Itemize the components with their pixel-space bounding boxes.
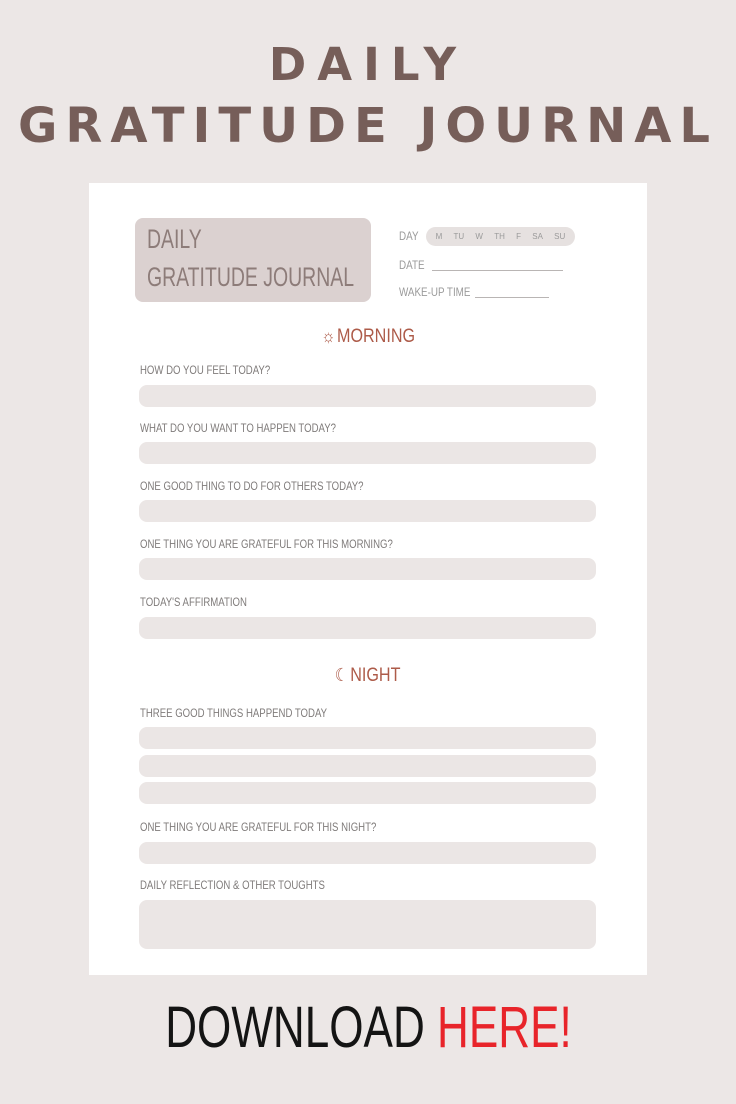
date-line[interactable] — [432, 270, 563, 271]
answer-field-want-to-happen[interactable] — [139, 442, 596, 464]
day-th[interactable]: TH — [494, 232, 505, 241]
sun-icon: ☼ — [321, 326, 336, 346]
moon-icon: ☾ — [335, 665, 349, 685]
morning-title — [89, 326, 647, 348]
journal-title-box — [135, 218, 371, 302]
journal-page — [89, 183, 647, 975]
answer-field-affirmation[interactable] — [139, 617, 596, 639]
night-title-text: NIGHT — [350, 665, 401, 686]
question-good-for-others: ONE GOOD THING TO DO FOR OTHERS TODAY? — [140, 479, 364, 493]
here-text[interactable]: HERE! — [436, 995, 572, 1060]
answer-field-good-thing-1[interactable] — [139, 727, 596, 749]
answer-field-good-thing-2[interactable] — [139, 755, 596, 777]
day-su[interactable]: SU — [554, 232, 566, 241]
question-three-good-things: THREE GOOD THINGS HAPPEND TODAY — [140, 706, 328, 720]
question-grateful-night: ONE THING YOU ARE GRATEFUL FOR THIS NIGHT? — [140, 820, 377, 834]
download-text[interactable]: DOWNLOAD — [164, 995, 437, 1060]
answer-field-good-for-others[interactable] — [139, 500, 596, 522]
question-feel-today: HOW DO YOU FEEL TODAY? — [140, 363, 271, 377]
question-affirmation: TODAY'S AFFIRMATION — [140, 595, 247, 609]
date-label: DATE — [399, 258, 425, 272]
day-label: DAY — [399, 229, 419, 243]
journal-title-line-1: DAILY — [147, 224, 202, 254]
day-sa[interactable]: SA — [532, 232, 543, 241]
answer-field-good-thing-3[interactable] — [139, 782, 596, 804]
journal-title-line-2: GRATITUDE JOURNAL — [147, 262, 355, 292]
wake-up-line[interactable] — [475, 297, 549, 298]
answer-field-grateful-night[interactable] — [139, 842, 596, 864]
question-daily-reflection: DAILY REFLECTION & OTHER TOUGHTS — [140, 878, 325, 892]
headline-line-2: GRATITUDE JOURNAL — [18, 98, 718, 154]
day-w[interactable]: W — [475, 232, 483, 241]
answer-field-feel-today[interactable] — [139, 385, 596, 407]
morning-title-text: MORNING — [336, 326, 415, 347]
answer-field-daily-reflection[interactable] — [139, 900, 596, 949]
question-grateful-morning: ONE THING YOU ARE GRATEFUL FOR THIS MORNING? — [140, 537, 393, 551]
download-link[interactable] — [0, 994, 736, 1061]
answer-field-grateful-morning[interactable] — [139, 558, 596, 580]
night-title — [89, 665, 647, 687]
wake-up-label: WAKE-UP TIME — [399, 285, 471, 299]
day-m[interactable]: M — [435, 232, 443, 241]
day-selector[interactable] — [426, 227, 575, 246]
day-tu[interactable]: TU — [453, 232, 465, 241]
headline-line-1: DAILY — [268, 38, 468, 91]
question-want-to-happen: WHAT DO YOU WANT TO HAPPEN TODAY? — [140, 421, 336, 435]
day-f[interactable]: F — [516, 232, 522, 241]
